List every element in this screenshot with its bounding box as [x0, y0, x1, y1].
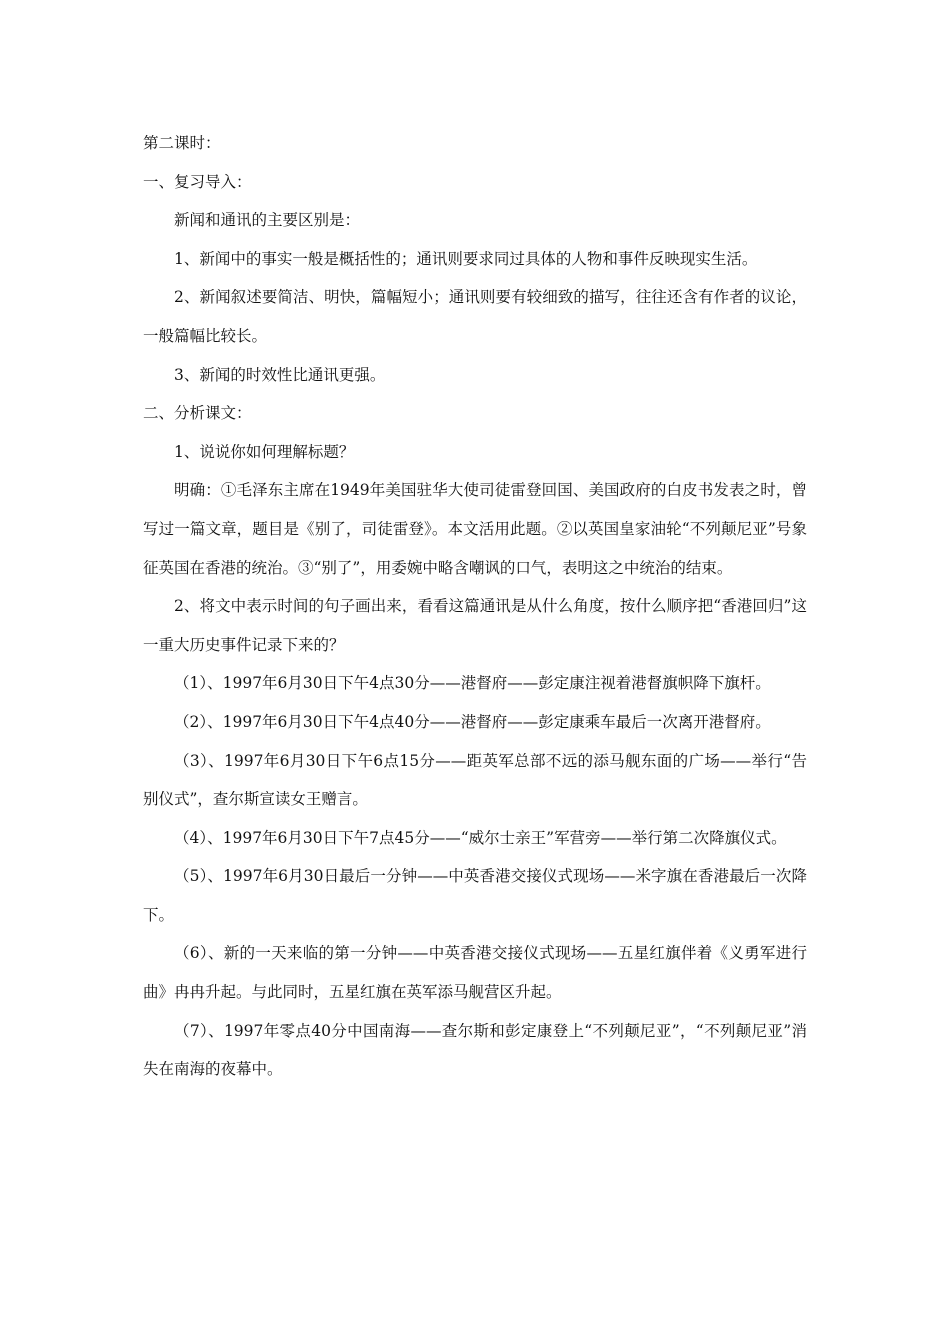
- lesson-heading: 第二课时：: [143, 134, 221, 152]
- paragraph-intro: 新闻和通讯的主要区别是：: [174, 211, 361, 230]
- paragraph-answer-1: 明确：①毛泽东主席在1949年美国驻华大使司徒雷登回国、美国政府的白皮书发表之时，曾写过一篇文章，题目是《别了，司徒雷登》。本文活用此题。②以英国皇家油轮“不列颠尼亚”号象征英国在香港的统治。③“别了”，用委婉中略含嘲讽的口气，表明这之中统治的结束。: [143, 481, 807, 577]
- timeline-item-6: （6）、新的一天来临的第一分钟——中英香港交接仪式现场——五星红旗伴着《义勇军进行曲》冉冉升起。与此同时，五星红旗在英军添马舰营区升起。: [143, 944, 807, 1002]
- timeline-item-1: （1）、1997年6月30日下午4点30分——港督府——彭定康注视着港督旗帜降下旗杆。: [174, 674, 771, 693]
- paragraph-question-1: 1、说说你如何理解标题？: [174, 442, 355, 461]
- section-heading-analysis: 二、分析课文：: [143, 404, 252, 423]
- timeline-item-5: （5）、1997年6月30日最后一分钟——中英香港交接仪式现场——米字旗在香港最后一次降下。: [143, 867, 807, 924]
- paragraph-difference-1: 1、新闻中的事实一般是概括性的；通讯则要求同过具体的人物和事件反映现实生活。: [174, 249, 758, 268]
- document-body: [143, 124, 807, 1089]
- paragraph-difference-2: 2、新闻叙述要简洁、明快，篇幅短小；通讯则要有较细致的描写，往往还含有作者的议论，一般篇幅比较长。: [143, 288, 807, 345]
- paragraph-question-2: 2、将文中表示时间的句子画出来，看看这篇通讯是从什么角度，按什么顺序把“香港回归”这一重大历史事件记录下来的？: [143, 597, 807, 654]
- timeline-item-2: （2）、1997年6月30日下午4点40分——港督府——彭定康乘车最后一次离开港督府。: [174, 712, 771, 731]
- timeline-item-3: （3）、1997年6月30日下午6点15分——距英军总部不远的添马舰东面的广场——举行“告别仪式”，查尔斯宣读女王赠言。: [143, 751, 807, 809]
- timeline-item-7: （7）、1997年零点40分中国南海——查尔斯和彭定康登上“不列颠尼亚”，“不列颠尼亚”消失在南海的夜幕中。: [143, 1021, 807, 1079]
- timeline-item-4: （4）、1997年6月30日下午7点45分——“威尔士亲王”军营旁——举行第二次降旗仪式。: [174, 828, 787, 847]
- paragraph-difference-3: 3、新闻的时效性比通讯更强。: [174, 365, 386, 384]
- section-heading-review: 一、复习导入：: [143, 172, 252, 191]
